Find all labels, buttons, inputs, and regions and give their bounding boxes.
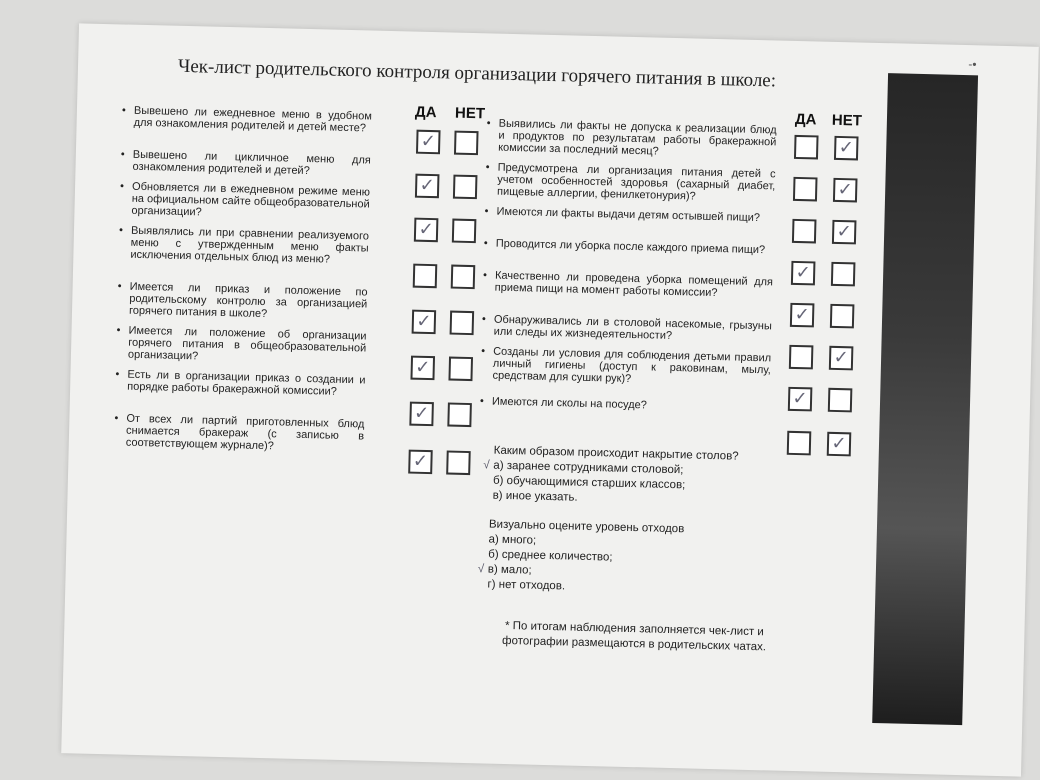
table-option-a: а) заранее сотрудниками столовой;	[493, 459, 684, 477]
left-no-checkbox-1[interactable]	[454, 131, 479, 156]
left-question-1: • Вывешено ли ежедневное меню в удобном для ознакомления родителей и детей месте?	[121, 104, 372, 148]
right-yes-checkbox-7[interactable]: ✓	[788, 387, 813, 412]
table-option-c: в) иное указать.	[492, 489, 578, 504]
waste-option-d: г) нет отходов.	[487, 578, 566, 593]
right-questions	[480, 117, 777, 422]
right-no-checkbox-8[interactable]: ✓	[827, 432, 852, 457]
left-question-6: • Имеется ли положение об организации горячего питания в общеобразовательной организации?	[116, 324, 367, 368]
right-no-checkbox-5[interactable]	[830, 304, 855, 329]
table-setting-title: Каким образом происходит накрытие столов?	[493, 444, 739, 463]
waste-level-title: Визуально оцените уровень отходов	[488, 518, 685, 536]
handwritten-check-mark: √	[483, 459, 490, 472]
right-question-1: • Выявились ли факты не допуска к реализации блюд и продуктов по результатам работы бракеражной комиссии за последний месяц?	[486, 117, 777, 162]
right-yes-checkbox-1[interactable]	[794, 135, 819, 160]
scanner-shadow-bar	[872, 73, 978, 725]
right-yes-header: ДА	[794, 110, 817, 129]
waste-option-b: б) среднее количество;	[488, 548, 613, 564]
right-no-checkbox-3[interactable]: ✓	[832, 220, 857, 245]
waste-option-c: в) мало;	[487, 563, 532, 577]
left-no-checkbox-4[interactable]	[451, 265, 476, 290]
handwritten-check-mark: √	[477, 563, 485, 576]
right-yes-checkbox-3[interactable]	[792, 219, 817, 244]
left-no-checkbox-3[interactable]	[452, 219, 477, 244]
checklist-sheet	[61, 23, 1039, 776]
left-questions	[113, 104, 372, 462]
page-title: Чек-лист родительского контроля организации горячего питания в школе:	[177, 55, 777, 92]
left-no-checkbox-2[interactable]	[453, 175, 478, 200]
right-no-checkbox-7[interactable]	[828, 388, 853, 413]
left-question-5: • Имеется ли приказ и положение по родительскому контролю за организацией горячего питания в школе?	[117, 280, 368, 324]
left-no-header: НЕТ	[454, 104, 486, 123]
left-no-checkbox-5[interactable]	[450, 311, 475, 336]
left-question-7: • Есть ли в организации приказ о создании и порядке работы бракеражной комиссии?	[115, 368, 366, 412]
right-no-checkbox-6[interactable]: ✓	[829, 346, 854, 371]
left-yes-header: ДА	[414, 103, 437, 122]
waste-level-question	[477, 518, 789, 600]
waste-option-a: а) много;	[488, 533, 537, 547]
left-no-checkbox-8[interactable]	[446, 450, 471, 475]
left-question-2: • Вывешено ли цикличное меню для ознакомления родителей и детей?	[120, 148, 371, 180]
right-question-5: • Качественно ли проведена уборка помещений для приема пищи на момент работы комиссии?	[482, 269, 773, 314]
left-yes-checkbox-8[interactable]: ✓	[408, 450, 433, 475]
right-question-4: • Проводится ли уборка после каждого приема пищи?	[483, 237, 774, 270]
right-question-8: • Имеются ли сколы на посуде?	[480, 395, 770, 416]
right-question-3: • Имеются ли факты выдачи детям остывшей пищи?	[484, 205, 775, 238]
left-yes-checkbox-6[interactable]: ✓	[410, 356, 435, 381]
right-yes-checkbox-5[interactable]: ✓	[790, 303, 815, 328]
table-option-b: б) обучающимися старших классов;	[492, 474, 686, 492]
left-yes-checkbox-3[interactable]: ✓	[414, 218, 439, 243]
left-yes-checkbox-1[interactable]: ✓	[416, 130, 441, 155]
right-yes-checkbox-6[interactable]	[789, 345, 814, 370]
left-no-checkbox-6[interactable]	[448, 357, 473, 382]
right-question-6: • Обнаруживались ли в столовой насекомые, грызуны или следы их жизнедеятельности?	[481, 313, 772, 346]
left-question-4: • Выявлялись ли при сравнении реализуемого меню с утвержденным меню факты исключения отдельных блюд из меню?	[118, 224, 369, 280]
left-yes-checkbox-5[interactable]: ✓	[412, 310, 437, 335]
left-no-checkbox-7[interactable]	[447, 403, 472, 428]
right-no-checkbox-1[interactable]: ✓	[834, 136, 859, 161]
right-no-checkbox-2[interactable]: ✓	[833, 178, 858, 203]
table-setting-question	[483, 444, 793, 511]
right-no-header: НЕТ	[831, 111, 863, 130]
left-yes-checkbox-4[interactable]	[413, 264, 438, 289]
left-yes-checkbox-7[interactable]: ✓	[409, 402, 434, 427]
left-question-8: • От всех ли партий приготовленных блюд снимается бракераж (с записью в соответствующем журнале)?	[114, 412, 365, 456]
edge-mark: -•	[968, 57, 977, 72]
right-question-7: • Созданы ли условия для соблюдения детьми правил личный гигиены (доступ к раковинам, мылу, средствам для сушки рук)?	[480, 345, 771, 390]
right-yes-checkbox-4[interactable]: ✓	[791, 261, 816, 286]
right-no-checkbox-4[interactable]	[831, 262, 856, 287]
left-question-3: • Обновляется ли в ежедневном режиме меню на официальном сайте общеобразовательной организации?	[119, 180, 370, 224]
right-question-2: • Предусмотрена ли организация питания детей с учетом особенностей здоровья (сахарный диабет, пищевые аллергии, фенилкетонурия)?	[485, 161, 776, 206]
left-yes-checkbox-2[interactable]: ✓	[415, 174, 440, 199]
right-yes-checkbox-2[interactable]	[793, 177, 818, 202]
footnote: * По итогам наблюдения заполняется чек-лист и фотографии размещаются в родительских чатах.	[501, 619, 767, 654]
